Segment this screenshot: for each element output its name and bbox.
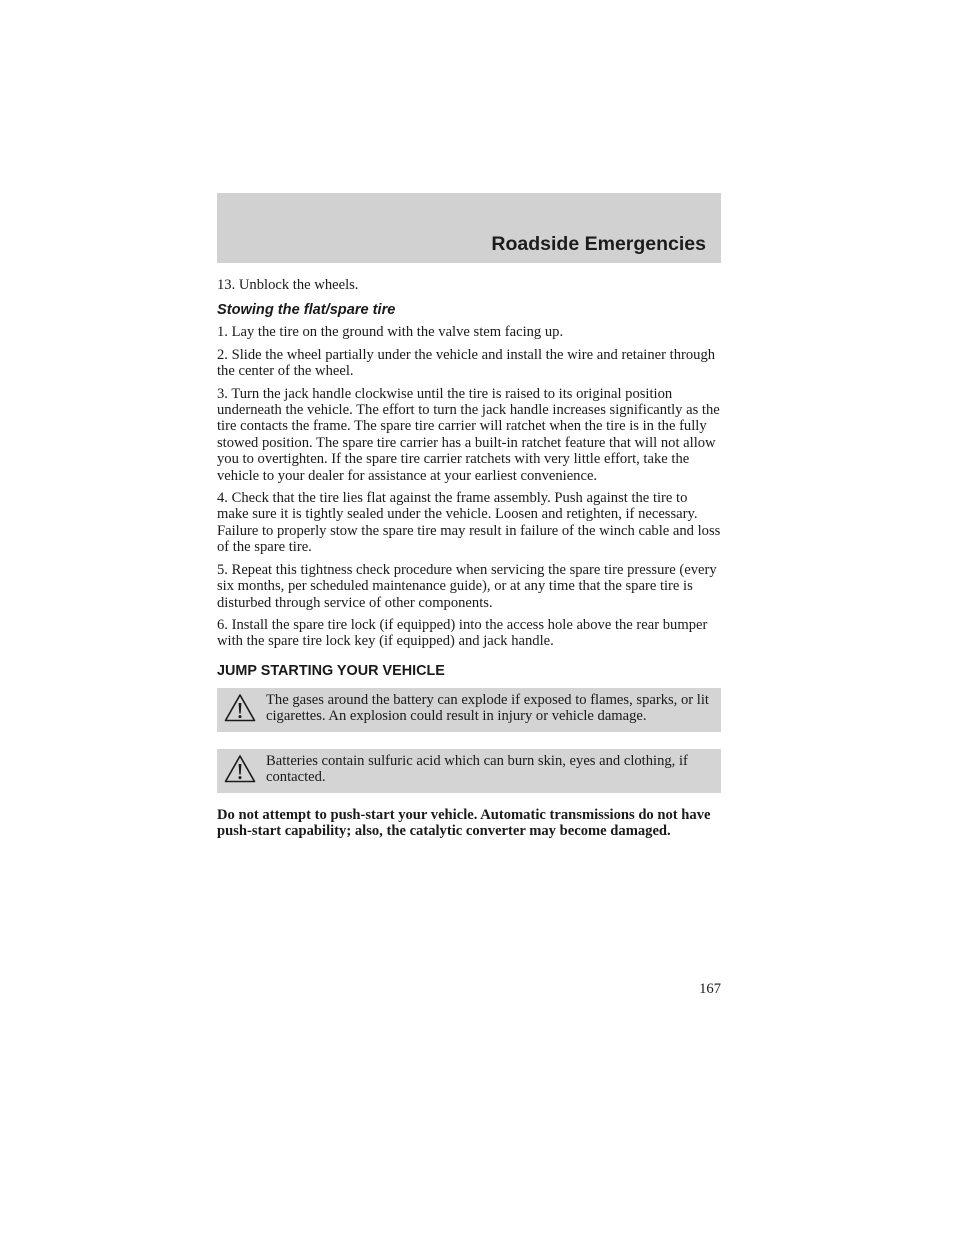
warning-text: The gases around the battery can explode if exposed to flames, sparks, or lit cigarettes. An explosion could result in injury or vehicle damage. bbox=[266, 691, 709, 725]
push-start-note: Do not attempt to push-start your vehicle. Automatic transmissions do not have push-start capability; also, the catalytic converter may become damaged. bbox=[217, 806, 711, 840]
warning-triangle-icon bbox=[224, 693, 256, 723]
warning-box-sulfuric-acid bbox=[217, 749, 721, 793]
section-heading-jump-starting: JUMP STARTING YOUR VEHICLE bbox=[217, 662, 445, 679]
section-header-band bbox=[217, 193, 721, 263]
stowing-step-1: 1. Lay the tire on the ground with the valve stem facing up. bbox=[217, 324, 564, 341]
stowing-step-6: 6. Install the spare tire lock (if equipped) into the access hole above the rear bumper with the spare tire lock key (if equipped) and jack handle. bbox=[217, 616, 708, 650]
section-title: Roadside Emergencies bbox=[491, 233, 706, 255]
stowing-step-3: 3. Turn the jack handle clockwise until the tire is raised to its original position underneath the vehicle. The effort to turn the jack handle increases significantly as the tire contacts the frame. The spare tire carrier will ratchet when the tire is in the fully stowed position. The spare tire carrier has a built-in ratchet feature that will not allow you to overtighten. If the spare tire carrier ratchets with very little effort, take the vehicle to your dealer for assistance at your earliest convenience. bbox=[217, 385, 720, 484]
warning-text: Batteries contain sulfuric acid which can burn skin, eyes and clothing, if contacted. bbox=[266, 752, 688, 786]
step-13: 13. Unblock the wheels. bbox=[217, 277, 359, 293]
stowing-step-5: 5. Repeat this tightness check procedure when servicing the spare tire pressure (every six months, per scheduled maintenance guide), or at any time that the spare tire is disturbed through service of other components. bbox=[217, 561, 717, 611]
page-content bbox=[217, 277, 721, 840]
page-number: 167 bbox=[699, 981, 721, 997]
warning-triangle-icon bbox=[224, 754, 256, 784]
subsection-title-stowing: Stowing the flat/spare tire bbox=[217, 302, 396, 319]
stowing-step-2: 2. Slide the wheel partially under the vehicle and install the wire and retainer through the center of the wheel. bbox=[217, 346, 716, 380]
warning-box-battery-gases bbox=[217, 688, 721, 732]
stowing-step-4: 4. Check that the tire lies flat against the frame assembly. Push against the tire to make sure it is tightly sealed under the vehicle. Loosen and retighten, if necessary. Failure to properly stow the spare tire may result in failure of the winch cable and loss of the spare tire. bbox=[217, 490, 721, 556]
